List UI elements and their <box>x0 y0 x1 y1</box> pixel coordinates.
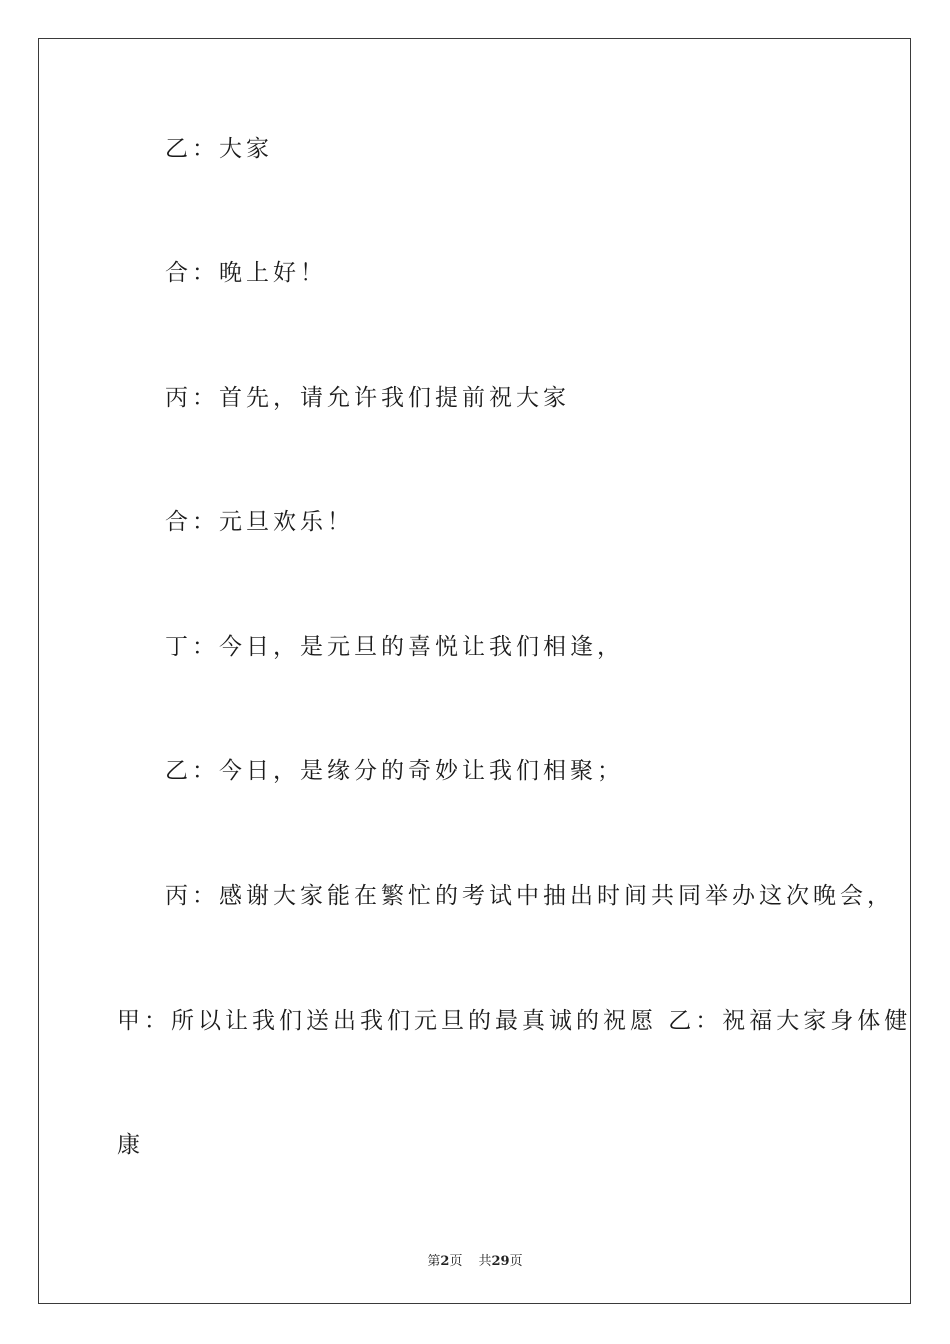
footer-page-prefix: 第 <box>427 1254 441 1269</box>
dialogue-line-7: 丙：感谢大家能在繁忙的考试中抽出时间共同举办这次晚会， <box>165 883 894 909</box>
page-footer <box>0 1250 950 1269</box>
dialogue-line-8: 甲：所以让我们送出我们元旦的最真诚的祝愿 乙：祝福大家身体健 <box>117 1008 912 1034</box>
footer-total-pages: 29 <box>491 1254 510 1269</box>
dialogue-line-9: 康 <box>117 1132 144 1158</box>
footer-page-suffix: 页 <box>449 1254 463 1269</box>
footer-total-suffix: 页 <box>509 1254 523 1269</box>
footer-page-number: 2 <box>440 1254 450 1269</box>
footer-total-prefix: 共 <box>478 1254 492 1269</box>
page-border <box>38 38 911 1304</box>
dialogue-line-6: 乙：今日，是缘分的奇妙让我们相聚； <box>165 758 624 784</box>
dialogue-line-4: 合：元旦欢乐！ <box>165 509 354 535</box>
dialogue-line-5: 丁：今日，是元旦的喜悦让我们相逢， <box>165 634 624 660</box>
dialogue-line-2: 合：晚上好！ <box>165 260 327 286</box>
dialogue-line-3: 丙：首先，请允许我们提前祝大家 <box>165 385 570 411</box>
dialogue-line-1: 乙：大家 <box>165 136 273 162</box>
